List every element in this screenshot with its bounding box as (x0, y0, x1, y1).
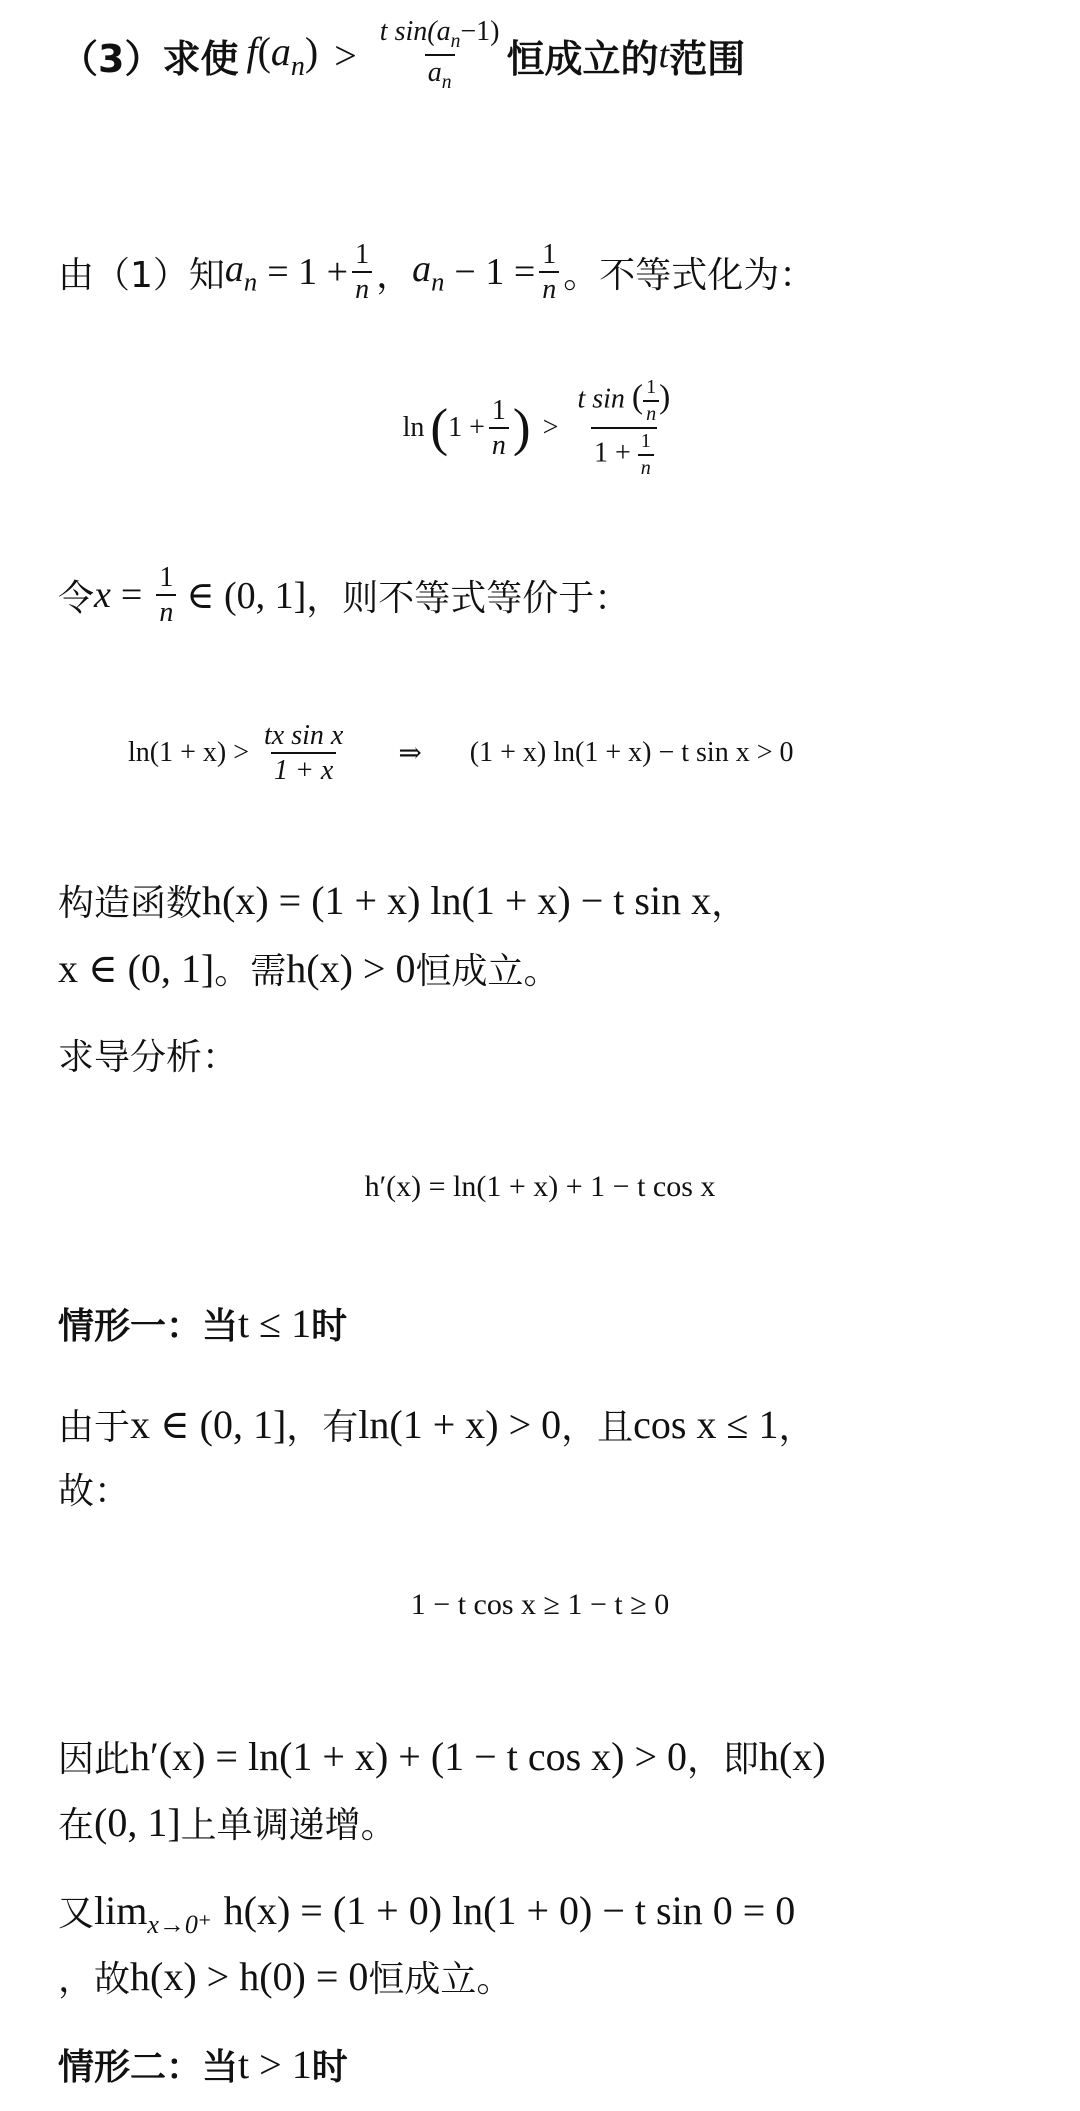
title-fraction: $\frac{t \sin(a_n-1)}{a_n}$ (379, 15, 500, 93)
p1-frac2: $\frac{1}{n}$ (539, 240, 559, 305)
d1-frac: t sin ( $\frac{1}{n}$ ) 1 + $\frac{1}{n}$ (577, 375, 671, 480)
p6-e2: h(x) (759, 1733, 826, 1779)
d3-expr: h′(x) = ln(1 + x) + 1 − t cos x (364, 1170, 716, 1203)
p7-lim: lim (94, 1887, 148, 1933)
p3-line1-expr: h(x) = (1 + x) ln(1 + x) − t sin x (202, 877, 712, 923)
p7-line2-tail: 恒成立。 (368, 1958, 513, 2000)
display-equation-4 (0, 1580, 1080, 1630)
p7-lim-sub: x→0⁺ (147, 1910, 212, 1939)
p3-line2-tail: 恒成立。 (415, 950, 560, 992)
paragraph-1 (58, 222, 815, 322)
paragraph-6-line-2 (58, 1794, 397, 1850)
section-title (60, 12, 745, 98)
p3-line1-tail: ， (711, 882, 748, 924)
d1-ln: ln (402, 412, 425, 443)
paragraph-4 (58, 1028, 238, 1080)
paragraph-6-line-1 (58, 1726, 826, 1786)
p6-line2-lead: 在 (58, 1804, 95, 1846)
paragraph-3-line-1 (58, 870, 747, 930)
d2-lhs: ln(1 + x) > (128, 737, 250, 768)
d1-den: 1 + (593, 437, 631, 469)
p1-eq1: = 1 + (267, 251, 349, 293)
p1-an: $a_n$ (224, 247, 258, 297)
title-fan: $f(a_n)$ (246, 28, 319, 82)
d2-num: tx sin x (264, 719, 344, 751)
p3-line2-expr2: h(x) > 0 (286, 945, 416, 991)
d1-frac-inner: $\frac{1}{n}$ (489, 396, 509, 461)
p1-frac1: $\frac{1}{n}$ (352, 240, 372, 305)
p6-line2-tail: 上单调递增。 (180, 1804, 397, 1846)
p4-text: 求导分析： (58, 1036, 239, 1078)
title-frac-num: t sin(a (379, 15, 451, 47)
p3-line2-mid: 。需 (214, 950, 287, 992)
p2-lead: 令 (58, 577, 95, 619)
case2-expr: t > 1 (238, 2041, 312, 2087)
p1-an2: $a_n$ (412, 247, 445, 297)
p7-e1: h(x) = (1 + 0) ln(1 + 0) − t sin 0 = 0 (223, 1887, 796, 1933)
d1-gt: > (542, 412, 559, 443)
p5-e3: cos x ≤ 1 (633, 1401, 779, 1447)
case2-lead: 情形二：当 (58, 2046, 239, 2088)
case-1-heading (58, 1296, 347, 1350)
p7-line2-lead: ，故 (58, 1958, 131, 2000)
title-suffix-tail: 范围 (669, 36, 746, 81)
p2-eq: = (120, 574, 143, 616)
p6-line2-e: (0, 1] (94, 1799, 181, 1845)
d4-expr: 1 − t cos x ≥ 1 − t ≥ 0 (410, 1588, 670, 1621)
p2-tail: ，则不等式等价于： (306, 577, 631, 619)
p5-e1: x ∈ (0, 1] (130, 1401, 287, 1447)
d2-frac (261, 721, 346, 786)
p5-m2: ，且 (561, 1406, 634, 1448)
d2-rhs: (1 + x) ln(1 + x) − t sin x > 0 (469, 737, 794, 768)
d2-den: 1 + x (271, 752, 336, 785)
d2-arrow: ⇒ (398, 738, 422, 769)
case-2-heading (58, 2036, 348, 2092)
d1-num: t sin (577, 383, 625, 415)
p5-m1: ，有 (286, 1406, 359, 1448)
paragraph-7-line-1 (58, 1878, 795, 1942)
display-equation-2 (128, 708, 794, 798)
p5-line2: 故： (58, 1470, 131, 1512)
p1-eq2: − 1 = (454, 251, 536, 293)
p7-line2-e: h(x) > h(0) = 0 (130, 1953, 369, 1999)
p1-lead: 由（1）知 (58, 254, 225, 296)
paragraph-5-line-1 (58, 1394, 814, 1454)
p5-e2: ln(1 + x) > 0 (358, 1401, 562, 1447)
p2-x: x (94, 574, 111, 616)
title-gt: > (334, 32, 357, 78)
p6-lead: 因此 (58, 1738, 131, 1780)
case2-tail: 时 (311, 2046, 348, 2088)
title-t: t (658, 34, 670, 76)
p1-comma: ， (376, 254, 413, 296)
p3-line1-lead: 构造函数 (58, 882, 203, 924)
display-equation-1: ln ( 1 + $\frac{1}{n}$ ) > t sin ( $\frac{1}{n}$ ) 1 + $\frac{1}{n}$ (0, 378, 1080, 478)
case1-lead: 情形一：当 (58, 1305, 239, 1347)
paragraph-7-line-2 (58, 1948, 512, 2004)
p6-m1: ，即 (687, 1738, 760, 1780)
display-equation-3 (0, 1162, 1080, 1212)
case1-tail: 时 (311, 1305, 348, 1347)
paragraph-2 (58, 560, 630, 630)
title-suffix: 恒成立的 (506, 36, 659, 81)
d1-plus: 1 + (448, 412, 485, 443)
p2-frac: $\frac{1}{n}$ (156, 563, 176, 628)
title-label: （3）求使 (60, 36, 239, 81)
case1-expr: t ≤ 1 (238, 1300, 312, 1346)
paragraph-3-line-2 (58, 938, 559, 998)
p5-lead: 由于 (58, 1406, 131, 1448)
p3-line2-expr: x ∈ (0, 1] (58, 945, 215, 991)
p1-tail: 。不等式化为： (563, 254, 816, 296)
p5-m3: ， (778, 1406, 815, 1448)
title-frac-num-tail: −1) (460, 15, 500, 47)
p6-e1: h′(x) = ln(1 + x) + (1 − t cos x) > 0 (130, 1733, 688, 1779)
paragraph-5-line-2 (58, 1462, 130, 1514)
p7-lead: 又 (58, 1892, 95, 1934)
p2-in: ∈ (0, 1] (186, 574, 307, 617)
